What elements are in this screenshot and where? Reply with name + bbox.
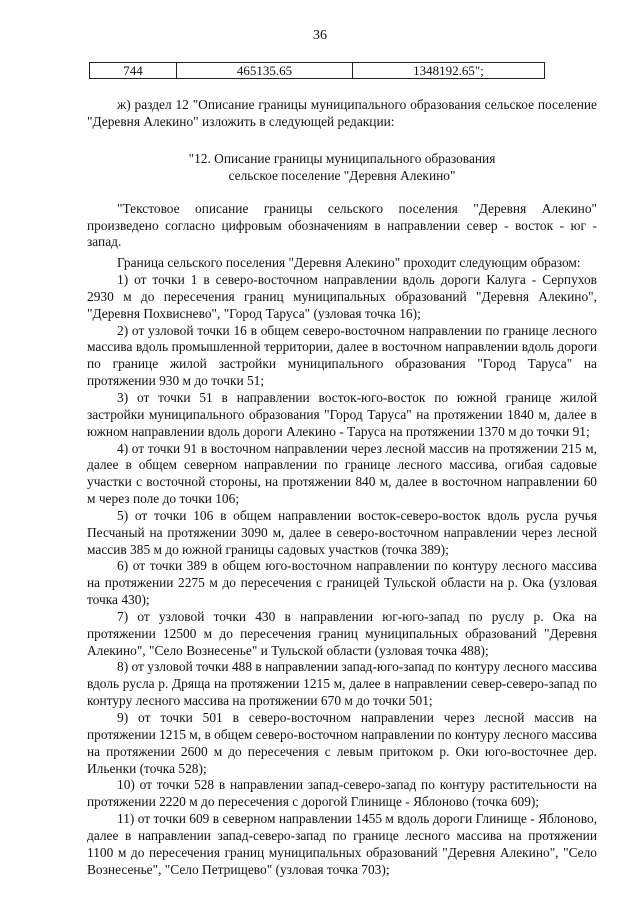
list-item: 6) от точки 389 в общем юго-восточном направлении по контуру лесного массива на протяжении 2275 м до пересечения с границей Тульской области на р. Ока (узловая точка 430); [87,558,597,608]
table-row [90,63,545,79]
section-heading-line-1: "12. Описание границы муниципального образования [188,150,496,166]
list-item: 2) от узловой точки 16 в общем северо-восточном направлении по границе лесного массива вдоль промышленной территории, далее в восточном направлении вдоль дороги по границе жилой застройки муниципального образования "Город Таруса" на протяжении 930 м до точки 51; [87,322,597,389]
page-number: 36 [313,28,327,43]
list-item: 4) от точки 91 в восточном направлении через лесной массив на протяжении 215 м, далее в общем северном направлении по границе лесного массива, огибая садовые участки с восточной стороны, на протяжении 840 м, далее в восточном направлении 60 м через поле до точки 106; [87,440,597,507]
list-item: 11) от точки 609 в северном направлении 1455 м вдоль дороги Глинище - Яблоново, далее в направлении запад-северо-запад по границе лесного массива на протяжении 1100 м до пересечения границ муниципальных образований "Деревня Алекино", "Село Вознесенье", "Село Петрищево" (узловая точка 703); [87,811,597,877]
intro-paragraph: ж) раздел 12 "Описание границы муниципального образования сельское поселение "Деревня Алекино" изложить в следующей редакции: [87,97,597,129]
document-body [87,97,597,878]
table-cell-point: 744 [90,63,177,79]
list-item: 1) от точки 1 в северо-восточном направлении вдоль дороги Калуга - Серпухов 2930 м до пересечения границ муниципальных образований "Деревня Алекино", "Деревня Похвиснево", "Город Таруса" (узловая точка 16); [87,272,597,321]
list-item: 3) от точки 51 в направлении восток-юго-восток по южной границе жилой застройки муниципального образования "Город Таруса" на протяжении 1840 м, далее в южном направлении вдоль дороги Алекино - Таруса на протяжении 1370 м до точки 91; [87,389,597,439]
paragraph: "Текстовое описание границы сельского поселения "Деревня Алекино" произведено согласно цифровым обозначениям в направлении север - восток - юг - запад. [87,200,597,250]
list-item: 10) от точки 528 в направлении запад-северо-запад по контуру растительности на протяжении 2220 м до пересечения с дорогой Глинище - Яблоново (точка 609); [87,777,597,810]
table-cell-x: 465135.65 [177,63,353,79]
section-heading [87,150,597,184]
list-item: 8) от узловой точки 488 в направлении запад-юго-запад по контуру лесного массива вдоль русла р. Дряща на протяжении 1215 м, далее в направлении север-северо-запад по контуру лесного массива на протяжении 670 м до точки 501; [87,659,597,709]
list-item: 9) от точки 501 в северо-восточном направлении через лесной массив на протяжении 1215 м, в общем северо-восточном направлении по контуру лесного массива на протяжении 2600 м до пересечения с левым притоком р. Оки юго-восточнее дер. Ильенки (точка 528); [87,710,597,776]
list-item: 7) от узловой точки 430 в направлении юг-юго-запад по руслу р. Ока на протяжении 12500 м до пересечения границ муниципальных образований "Деревня Алекино", "Село Вознесенье" и Тульской области (узловая точка 488); [87,608,597,658]
section-heading-line-2: сельское поселение "Деревня Алекино" [228,167,456,183]
list-item: 5) от точки 106 в общем направлении восток-северо-восток вдоль русла ручья Песчаный на протяжении 3090 м, далее в северо-восточном направлении через лесной массив 385 м до южной границы садовых участков (точка 389); [87,507,597,557]
paragraph: Граница сельского поселения "Деревня Алекино" проходит следующим образом: [117,255,581,271]
coordinates-table [89,62,545,79]
table-cell-y: 1348192.65"; [353,63,545,79]
